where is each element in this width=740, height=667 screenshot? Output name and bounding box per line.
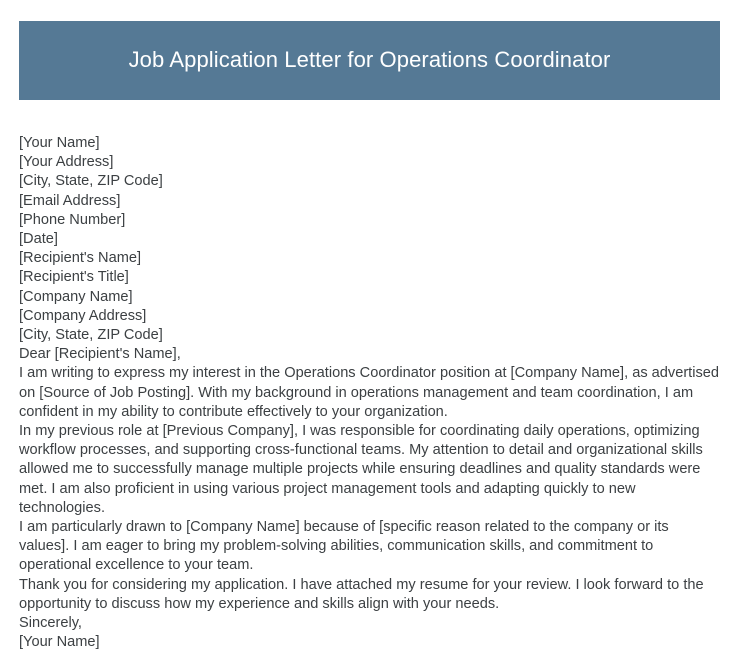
sender-line-city: [City, State, ZIP Code] <box>19 173 163 190</box>
closing-salutation: Sincerely, <box>19 615 82 632</box>
letter-header-banner <box>19 21 720 100</box>
page-title: Job Application Letter for Operations Coordinator <box>128 47 611 73</box>
sender-address-block <box>19 134 719 249</box>
recipient-address-block <box>19 249 719 345</box>
salutation: Dear [Recipient's Name], <box>19 346 181 363</box>
letter-body <box>19 134 719 652</box>
body-paragraph-3: I am particularly drawn to [Company Name] because of [specific reason related to the company or its values]. I am eager to bring my problem-solving abilities, communication skills, and commitment to operational excellence to your team. <box>19 519 669 574</box>
sender-line-phone: [Phone Number] <box>19 211 126 228</box>
recipient-line-address: [Company Address] <box>19 307 147 324</box>
sender-line-address: [Your Address] <box>19 154 114 171</box>
sender-line-email: [Email Address] <box>19 192 121 209</box>
body-paragraph-4: Thank you for considering my application. I have attached my resume for your review. I look forward to the opportunity to discuss how my experience and skills align with your needs. <box>19 576 704 612</box>
signature-name: [Your Name] <box>19 634 100 651</box>
recipient-line-company: [Company Name] <box>19 288 133 305</box>
recipient-line-name: [Recipient's Name] <box>19 250 142 267</box>
body-paragraph-1: I am writing to express my interest in the Operations Coordinator position at [Company Name], as advertised on [Source of Job Posting]. With my background in operations management and team coordination, I am confident in my ability to contribute effectively to your organization. <box>19 365 720 420</box>
recipient-line-city: [City, State, ZIP Code] <box>19 327 163 344</box>
recipient-line-title: [Recipient's Title] <box>19 269 129 286</box>
body-paragraph-2: In my previous role at [Previous Company], I was responsible for coordinating daily operations, optimizing workflow processes, and supporting cross-functional teams. My attention to detail and organizational skills allowed me to successfully manage multiple projects while ensuring deadlines and quality standards were met. I am also proficient in using various project management tools and adapting quickly to new technologies. <box>19 423 703 516</box>
sender-line-name: [Your Name] <box>19 135 100 151</box>
sender-line-date: [Date] <box>19 231 58 248</box>
